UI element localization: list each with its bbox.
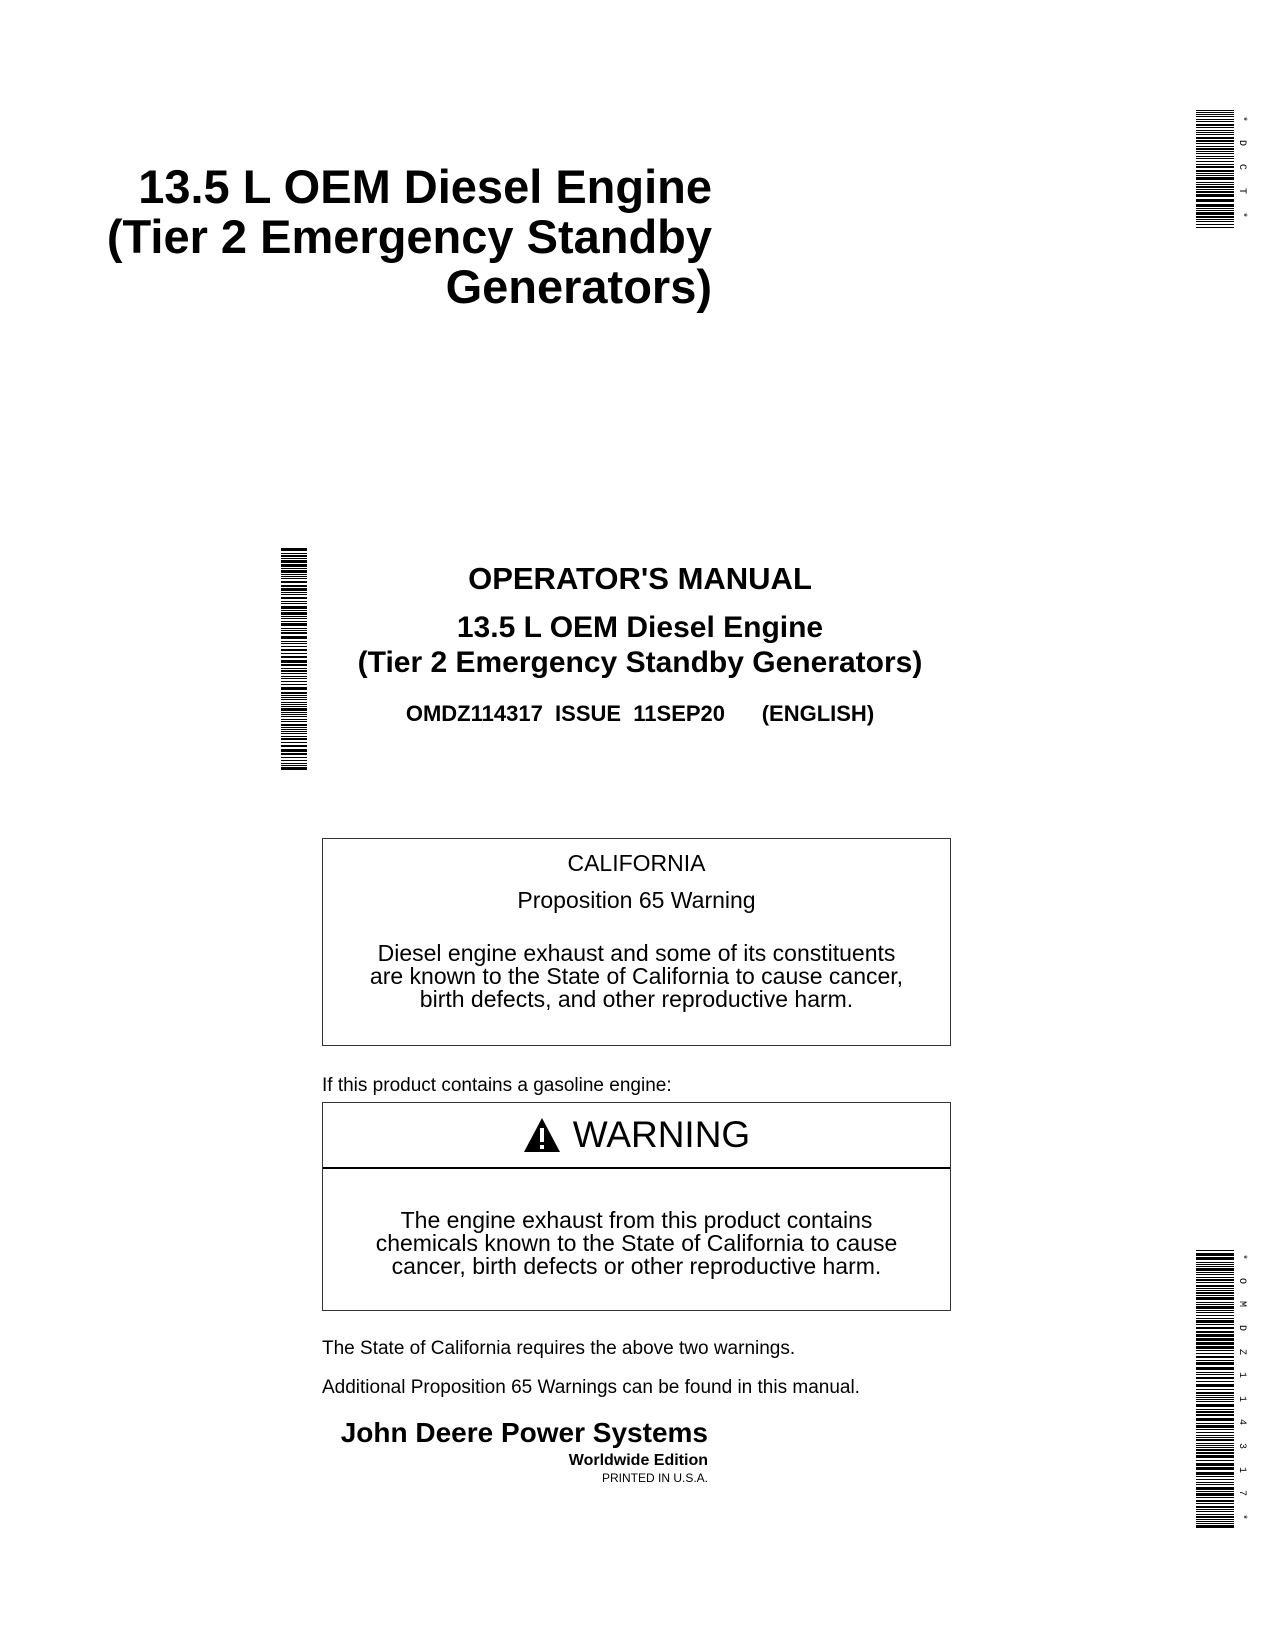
barcode-bar (281, 558, 307, 559)
barcode-bar (281, 695, 307, 696)
california-body-line-1: Diesel engine exhaust and some of its constituents (377, 940, 896, 966)
barcode-bar (1196, 114, 1234, 115)
barcode-bar (1196, 177, 1234, 180)
barcode-bar (1196, 184, 1234, 185)
barcode-bar (281, 765, 307, 766)
barcode-bar (1196, 212, 1234, 215)
barcode-bar (1196, 1360, 1234, 1361)
barcode-bar (1196, 1487, 1234, 1490)
barcode-bar (1196, 1432, 1234, 1433)
barcode-bar (281, 733, 307, 734)
barcode-bar (1196, 1374, 1234, 1375)
manual-subtitle-line-2: (Tier 2 Emergency Standby Generators) (357, 646, 923, 679)
manual-issue-line: OMDZ114317 ISSUE 11SEP20 (ENGLISH) (405, 701, 875, 726)
barcode-bar (1196, 191, 1234, 193)
barcode-bar (1196, 153, 1234, 154)
barcode-bar (1196, 116, 1234, 117)
barcode-bar (281, 724, 307, 726)
cover-title-line-2: (Tier 2 Emergency Standby (106, 210, 712, 263)
barcode-top (1196, 110, 1234, 229)
barcode-bar (1196, 1414, 1234, 1416)
barcode-bar (281, 763, 307, 764)
barcode-bar (1196, 164, 1234, 165)
barcode-char: 3 (1236, 1442, 1247, 1449)
barcode-bar (281, 588, 307, 591)
barcode-bar (1196, 1310, 1234, 1311)
barcode-bar (281, 618, 307, 619)
barcode-bar (281, 712, 307, 713)
barcode-bar (1196, 1443, 1234, 1444)
barcode-bar (1196, 137, 1234, 139)
barcode-bar (281, 729, 307, 730)
barcode-char: 1 (1236, 1466, 1247, 1473)
barcode-bar (1196, 1274, 1234, 1275)
barcode-bar (281, 670, 307, 672)
barcode-bar (1196, 166, 1234, 168)
barcode-bar (1196, 1439, 1234, 1441)
barcode-bar (1196, 1292, 1234, 1294)
barcode-bar (1196, 110, 1234, 111)
barcode-bar (281, 753, 307, 755)
barcode-bar (281, 678, 307, 679)
barcode-bar (281, 757, 307, 758)
barcode-bar (281, 664, 307, 666)
barcode-bar (1196, 1264, 1234, 1265)
barcode-bar (1196, 1525, 1234, 1528)
warning-body-line-2: chemicals known to the State of California to cause (375, 1230, 898, 1256)
barcode-char: D (1236, 139, 1247, 146)
barcode-bar (281, 704, 307, 705)
barcode-bar (1196, 194, 1234, 197)
barcode-bar (281, 643, 307, 644)
barcode-bar (1196, 1409, 1234, 1410)
california-label: CALIFORNIA (567, 850, 706, 876)
barcode-bar (1196, 1523, 1234, 1524)
warning-body (323, 1209, 950, 1278)
barcode-bar (281, 687, 307, 690)
barcode-bar (1196, 1449, 1234, 1451)
barcode-bar (1196, 1302, 1234, 1303)
barcode-bar (281, 570, 307, 573)
barcode-bar (281, 574, 307, 575)
barcode-bar (1196, 148, 1234, 150)
barcode-bar (1196, 1467, 1234, 1470)
manual-heading: OPERATOR'S MANUAL (468, 561, 812, 596)
barcode-bar (281, 606, 307, 609)
barcode-bar (1196, 1516, 1234, 1518)
barcode-bar (281, 731, 307, 732)
barcode-bar (1196, 208, 1234, 209)
edition-label: Worldwide Edition (568, 1452, 708, 1469)
barcode-bar (281, 656, 307, 658)
barcode-bar (1196, 1372, 1234, 1373)
barcode-bar (281, 742, 307, 743)
barcode-bar (281, 553, 307, 554)
barcode-bar (1196, 119, 1234, 120)
barcode-bar (1196, 221, 1234, 222)
barcode-left (281, 548, 307, 771)
barcode-bar (1196, 151, 1234, 152)
barcode-bar (281, 646, 307, 647)
barcode-bar (1196, 146, 1234, 147)
barcode-bar (281, 616, 307, 617)
barcode-bar (1196, 1476, 1234, 1477)
barcode-bar (1196, 143, 1234, 144)
barcode-bar (281, 578, 307, 579)
barcode-bar (281, 548, 307, 551)
barcode-bar (1196, 156, 1234, 157)
barcode-bar (1196, 170, 1234, 172)
barcode-bar (1196, 1279, 1234, 1281)
barcode-char: M (1236, 1301, 1247, 1308)
barcode-bar (1196, 182, 1234, 183)
barcode-bar (1196, 1503, 1234, 1504)
barcode-bar (281, 681, 307, 682)
barcode-bar (1196, 219, 1234, 220)
barcode-bar (1196, 1404, 1234, 1407)
barcode-bar (1196, 1342, 1234, 1345)
barcode-bar (1196, 1445, 1234, 1446)
barcode-bar (281, 623, 307, 626)
manual-info (310, 560, 970, 728)
barcode-bar (1196, 224, 1234, 225)
barcode-bar (1196, 175, 1234, 176)
barcode-bar (1196, 1377, 1234, 1379)
barcode-bar (1196, 1429, 1234, 1430)
barcode-char: * (1236, 211, 1247, 218)
barcode-bar (1196, 1511, 1234, 1512)
warning-header-text: WARNING (572, 1114, 751, 1155)
barcode-bar (281, 719, 307, 720)
barcode-bar (281, 699, 307, 700)
barcode-bar (1196, 132, 1234, 133)
barcode-bar (1196, 1272, 1234, 1273)
warning-triangle-icon (523, 1117, 561, 1153)
manual-subtitle (310, 610, 970, 680)
barcode-bar (281, 727, 307, 728)
barcode-bar (1196, 1418, 1234, 1421)
manual-subtitle-line-1: 13.5 L OEM Diesel Engine (456, 611, 824, 644)
barcode-bar (1196, 189, 1234, 190)
barcode-bar (281, 585, 307, 587)
barcode-bar (281, 601, 307, 602)
barcode-bar (1196, 1324, 1234, 1325)
barcode-bar (281, 610, 307, 611)
barcode-bar (1196, 1350, 1234, 1351)
barcode-bottom-text (1236, 1252, 1246, 1522)
barcode-bar (1196, 112, 1234, 113)
barcode-bar (1196, 1455, 1234, 1458)
barcode-bar (1196, 1395, 1234, 1396)
barcode-bar (1196, 121, 1234, 122)
barcode-bar (1196, 124, 1234, 126)
barcode-bar (281, 576, 307, 577)
barcode-bar (1196, 1437, 1234, 1438)
barcode-bar (1196, 1401, 1234, 1402)
barcode-bar (1196, 1306, 1234, 1309)
barcode-bar (1196, 199, 1234, 202)
california-body-line-2: are known to the State of California to cause cancer, (369, 963, 904, 989)
barcode-bar (1196, 127, 1234, 128)
barcode-bar (1196, 1320, 1234, 1323)
barcode-bar (1196, 1506, 1234, 1508)
barcode-bar (281, 692, 307, 694)
barcode-char: 4 (1236, 1419, 1247, 1426)
barcode-bar (1196, 1266, 1234, 1267)
barcode-char: 1 (1236, 1395, 1247, 1402)
gasoline-note: If this product contains a gasoline engine: (322, 1075, 672, 1096)
cover-title (40, 162, 712, 312)
barcode-top-text (1236, 114, 1246, 220)
barcode-bar (281, 697, 307, 698)
barcode-bar (1196, 1331, 1234, 1333)
barcode-bar (1196, 1268, 1234, 1271)
barcode-bar (281, 612, 307, 615)
proposition-label: Proposition 65 Warning (517, 887, 756, 913)
barcode-bar (1196, 1479, 1234, 1480)
barcode-bar (281, 749, 307, 752)
barcode-bar (1196, 1367, 1234, 1370)
barcode-bar (281, 684, 307, 685)
barcode-bar (1196, 1425, 1234, 1428)
barcode-bar (1196, 1435, 1234, 1436)
barcode-bar (1196, 1493, 1234, 1496)
barcode-bottom (1196, 1250, 1234, 1529)
barcode-bar (1196, 1257, 1234, 1260)
barcode-bar (281, 673, 307, 674)
barcode-bar (1196, 1312, 1234, 1313)
barcode-bar (1196, 134, 1234, 135)
barcode-bar (1196, 130, 1234, 131)
printed-label: PRINTED IN U.S.A. (601, 1471, 708, 1485)
barcode-bar (1196, 227, 1234, 228)
barcode-bar (1196, 1491, 1234, 1492)
barcode-bar (1196, 1389, 1234, 1390)
barcode-bar (281, 653, 307, 654)
barcode-bar (1196, 1290, 1234, 1291)
barcode-bar (1196, 1250, 1234, 1251)
barcode-bar (1196, 1315, 1234, 1316)
additional-warnings-note: Additional Proposition 65 Warnings can be found in this manual. (322, 1377, 860, 1398)
california-warning-body (323, 942, 950, 1011)
barcode-bar (1196, 1397, 1234, 1398)
barcode-bar (1196, 1497, 1234, 1498)
barcode-bar (281, 592, 307, 593)
barcode-bar (1196, 1514, 1234, 1515)
california-body-line-3: birth defects, and other reproductive harm. (419, 986, 854, 1012)
california-warning-box (322, 838, 951, 1046)
barcode-bar (1196, 1356, 1234, 1358)
barcode-bar (1196, 186, 1234, 188)
barcode-bar (281, 767, 307, 770)
barcode-bar (1196, 1384, 1234, 1387)
barcode-bar (281, 708, 307, 711)
requirement-note: The State of California requires the above two warnings. (322, 1338, 796, 1359)
barcode-bar (1196, 173, 1234, 174)
barcode-bar (1196, 1509, 1234, 1510)
barcode-char: T (1236, 187, 1247, 194)
barcode-bar (1196, 210, 1234, 211)
barcode-bar (281, 676, 307, 677)
barcode-bar (281, 649, 307, 651)
barcode-bar (1196, 1282, 1234, 1283)
barcode-char: D (1236, 1324, 1247, 1331)
warning-body-line-1: The engine exhaust from this product contains (400, 1207, 873, 1233)
barcode-bar (1196, 1411, 1234, 1413)
barcode-bar (1196, 1288, 1234, 1289)
barcode-bar (1196, 1452, 1234, 1454)
barcode-bar (281, 641, 307, 642)
barcode-bar (1196, 1423, 1234, 1424)
barcode-bar (1196, 1500, 1234, 1502)
barcode-bar (1196, 1353, 1234, 1354)
barcode-bar (281, 736, 307, 737)
barcode-bar (1196, 1460, 1234, 1461)
barcode-bar (281, 594, 307, 595)
cover-title-line-1: 13.5 L OEM Diesel Engine (138, 160, 712, 213)
barcode-bar (281, 702, 307, 703)
barcode-bar (1196, 1447, 1234, 1448)
barcode-bar (281, 745, 307, 747)
barcode-bar (1196, 1338, 1234, 1341)
cover-title-line-3: Generators) (445, 260, 712, 313)
barcode-bar (281, 716, 307, 717)
barcode-bar (1196, 1521, 1234, 1522)
barcode-bar (1196, 1253, 1234, 1256)
barcode-bar (1196, 1318, 1234, 1319)
barcode-bar (281, 721, 307, 722)
barcode-bar (281, 560, 307, 563)
barcode-bar (281, 628, 307, 629)
barcode-bar (1196, 1262, 1234, 1263)
barcode-char: C (1236, 163, 1247, 170)
barcode-bar (1196, 140, 1234, 142)
barcode-char: * (1236, 1513, 1247, 1520)
warning-body-line-3: cancer, birth defects or other reproductive harm. (391, 1253, 882, 1279)
barcode-bar (1196, 1304, 1234, 1305)
barcode-bar (281, 597, 307, 599)
barcode-bar (1196, 1297, 1234, 1300)
barcode-bar (1196, 1472, 1234, 1475)
barcode-bar (281, 630, 307, 631)
barcode-char: 7 (1236, 1490, 1247, 1497)
barcode-bar (281, 581, 307, 583)
barcode-bar (1196, 1463, 1234, 1466)
barcode-bar (1196, 1392, 1234, 1394)
barcode-bar (1196, 1399, 1234, 1400)
barcode-bar (1196, 204, 1234, 207)
barcode-bar (1196, 1346, 1234, 1349)
barcode-bar (1196, 216, 1234, 218)
gasoline-warning-box (322, 1102, 951, 1311)
barcode-char: 1 (1236, 1372, 1247, 1379)
barcode-bar (1196, 1334, 1234, 1337)
barcode-bar (1196, 1295, 1234, 1296)
barcode-bar (1196, 1277, 1234, 1278)
barcode-char: O (1236, 1277, 1247, 1284)
barcode-bar (281, 668, 307, 669)
barcode-bar (281, 555, 307, 557)
barcode-bar (1196, 1285, 1234, 1287)
barcode-bar (281, 603, 307, 604)
barcode-bar (1196, 1381, 1234, 1382)
barcode-char: * (1236, 115, 1247, 122)
barcode-bar (281, 636, 307, 639)
barcode-bar (1196, 1327, 1234, 1329)
barcode-bar (1196, 158, 1234, 159)
barcode-bar (281, 738, 307, 740)
warning-header (323, 1103, 950, 1169)
barcode-bar (1196, 1482, 1234, 1483)
barcode-bar (281, 706, 307, 707)
barcode-bar (281, 621, 307, 622)
barcode-bar (281, 760, 307, 761)
barcode-bar (281, 564, 307, 567)
barcode-bar (281, 714, 307, 715)
barcode-bar (281, 568, 307, 569)
barcode-bar (281, 660, 307, 663)
barcode-bar (281, 632, 307, 634)
company-name: John Deere Power Systems (340, 1417, 708, 1448)
barcode-bar (1196, 1484, 1234, 1485)
barcode-char: * (1236, 1253, 1247, 1260)
barcode-bar (1196, 1362, 1234, 1365)
barcode-bar (1196, 1519, 1234, 1520)
barcode-bar (1196, 161, 1234, 162)
barcode-char: Z (1236, 1348, 1247, 1355)
